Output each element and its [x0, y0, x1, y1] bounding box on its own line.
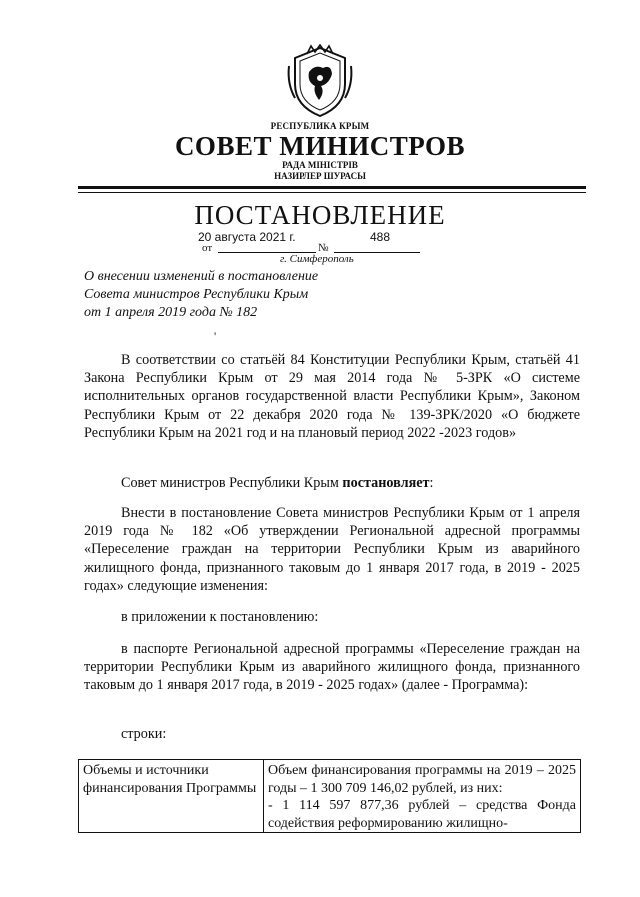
- amendment-paragraph: Внести в постановление Совета министров Республики Крым от 1 апреля 2019 года № 182 «Об утверждении Региональной адресной программы «Переселение граждан на территории Республики Крым из аварийного жилищного фонда, признанного таковым до 1 января 2017 года, в 2019 - 2025 годах» следующие изменения:: [84, 505, 580, 594]
- legal-basis-paragraph: В соответствии со статьёй 84 Конституции Республики Крым, статьёй 41 Закона Республики Крым от 29 мая 2014 года № 5-ЗРК «О системе исполнительных органов государственной власти Республики Крым», Законом Республики Крым от 22 декабря 2020 года № 139-ЗРК/2020 «О бюджете Республики Крым на 2021 год и на плановый период 2022 -2023 годов»: [84, 352, 580, 441]
- subject-line: от 1 апреля 2019 года № 182: [84, 305, 258, 320]
- appendix-paragraph: в приложении к постановлению:: [121, 609, 319, 625]
- document-type-title: ПОСТАНОВЛЕНИЕ: [194, 200, 446, 230]
- council-title-crimean-tatar: НАЗИРЛЕР ШУРАСЫ: [274, 171, 366, 181]
- decree-number: 488: [370, 230, 391, 244]
- subject-line: Совета министров Республики Крым: [84, 287, 309, 302]
- resolution-paragraph: [84, 474, 580, 492]
- financing-total: Объем финансирования программы на 2019 – 2025 годы – 1 300 709 146,02 рублей, из них:: [268, 763, 576, 796]
- decree-date: 20 августа 2021 г.: [198, 230, 296, 244]
- republic-name: РЕСПУБЛИКА КРЫМ: [270, 121, 370, 131]
- financing-fund: - 1 114 597 877,36 рублей – средства Фонда содействия реформированию жилищно-: [268, 798, 576, 831]
- issue-city: г. Симферополь: [280, 253, 354, 265]
- header-divider-thin: [78, 192, 586, 193]
- resolution-text: Совет министров Республики Крым: [121, 475, 343, 491]
- table-row: [79, 760, 581, 833]
- table-cell-value: [264, 760, 581, 833]
- stray-mark: ': [214, 329, 217, 343]
- council-title-ukrainian: РАДА МІНІСТРІВ: [282, 160, 358, 170]
- council-title: СОВЕТ МИНИСТРОВ: [174, 131, 466, 161]
- financing-table: [78, 759, 581, 833]
- number-label: №: [318, 242, 329, 254]
- resolution-colon: :: [429, 475, 434, 491]
- subject-line: О внесении изменений в постановление: [84, 269, 319, 284]
- header-divider-thick: [78, 186, 586, 189]
- decree-subject: [84, 268, 318, 322]
- date-label: от: [202, 242, 213, 254]
- passport-paragraph: в паспорте Региональной адресной программы «Переселение граждан на территории Республики Крым из аварийного жилищного фонда, признанного таковым до 1 января 2017 года, в 2019 - 2025 годах» (далее - Программа):: [84, 641, 580, 694]
- lines-paragraph: строки:: [121, 726, 167, 742]
- resolution-keyword: постановляет: [342, 475, 430, 491]
- coat-of-arms-emblem: [285, 44, 355, 118]
- table-cell-label: Объемы и источники финансирования Программы: [79, 760, 264, 833]
